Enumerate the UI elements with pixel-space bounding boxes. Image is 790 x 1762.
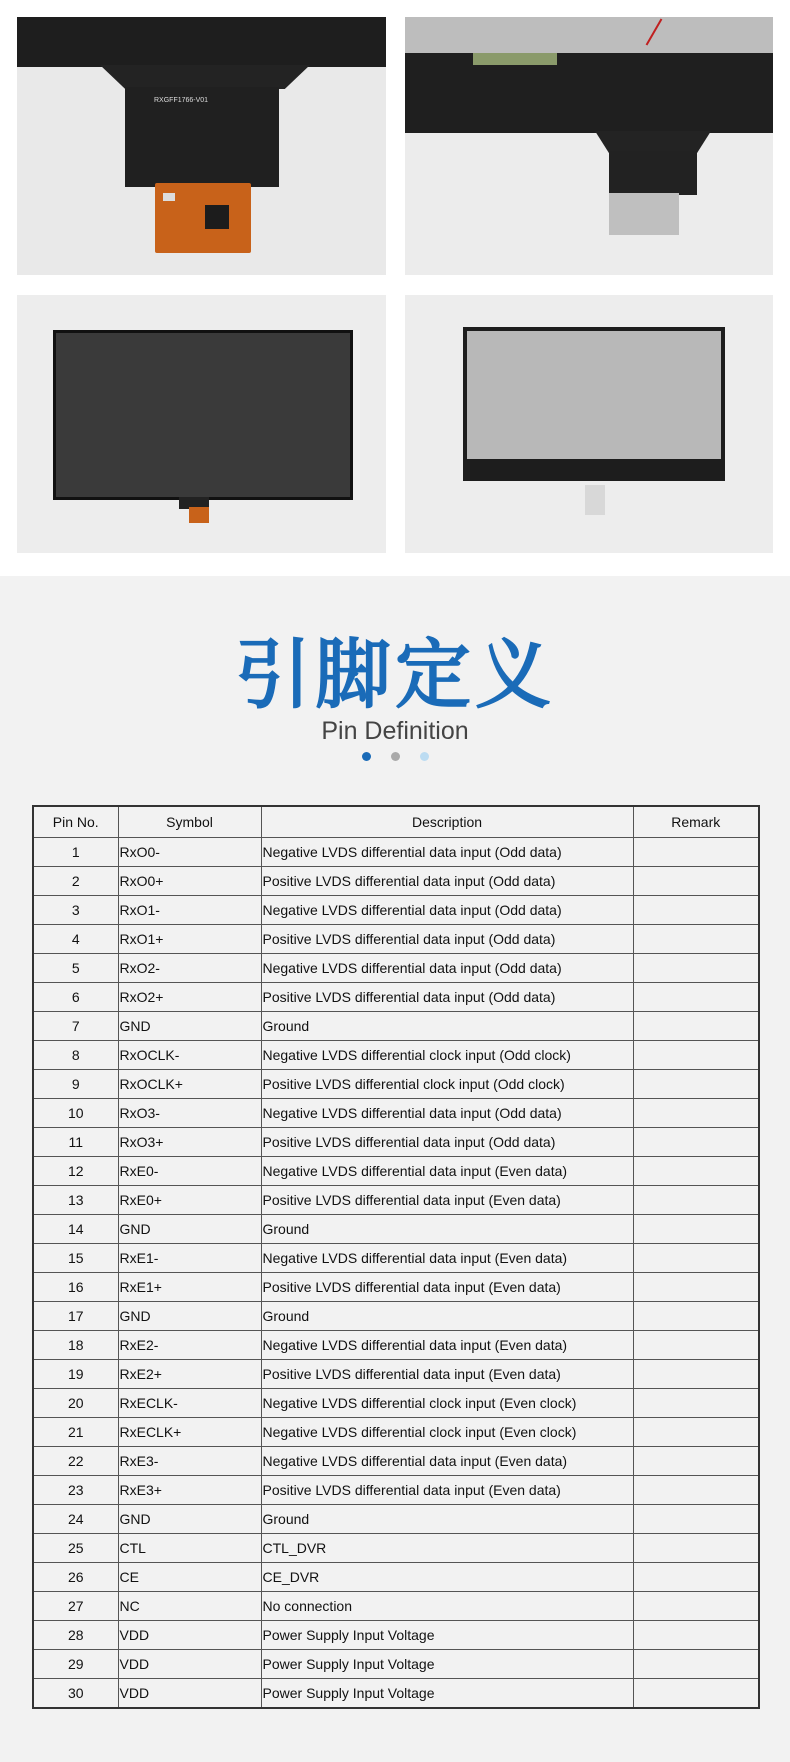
- table-header-row: [33, 806, 759, 838]
- remark-cell: [633, 1476, 759, 1505]
- pin-number-cell: 1: [33, 838, 118, 867]
- header-symbol: Symbol: [118, 806, 261, 838]
- description-cell: Negative LVDS differential data input (Even data): [261, 1331, 633, 1360]
- remark-cell: [633, 1244, 759, 1273]
- description-cell: Positive LVDS differential data input (Odd data): [261, 1128, 633, 1157]
- remark-cell: [633, 1621, 759, 1650]
- pin-number-cell: 19: [33, 1360, 118, 1389]
- header-pin-no: Pin No.: [33, 806, 118, 838]
- connector: [163, 193, 175, 201]
- description-cell: Positive LVDS differential data input (Odd data): [261, 925, 633, 954]
- remark-cell: [633, 983, 759, 1012]
- fpc-neck: [100, 65, 310, 89]
- stiffener: [609, 193, 679, 235]
- symbol-cell: RxO0-: [118, 838, 261, 867]
- description-cell: Negative LVDS differential data input (Odd data): [261, 838, 633, 867]
- pin-number-cell: 25: [33, 1534, 118, 1563]
- table-row: [33, 1621, 759, 1650]
- pin-number-cell: 22: [33, 1447, 118, 1476]
- panel-back-top: [405, 17, 773, 57]
- description-cell: CTL_DVR: [261, 1534, 633, 1563]
- remark-cell: [633, 1331, 759, 1360]
- remark-cell: [633, 1650, 759, 1679]
- symbol-cell: RxO1+: [118, 925, 261, 954]
- pin-number-cell: 27: [33, 1592, 118, 1621]
- pin-number-cell: 23: [33, 1476, 118, 1505]
- remark-cell: [633, 1041, 759, 1070]
- remark-cell: [633, 1360, 759, 1389]
- symbol-cell: RxOCLK-: [118, 1041, 261, 1070]
- symbol-cell: NC: [118, 1592, 261, 1621]
- remark-cell: [633, 1128, 759, 1157]
- remark-cell: [633, 1157, 759, 1186]
- section-heading: [0, 576, 790, 776]
- remark-cell: [633, 1215, 759, 1244]
- fpc-front-photo: [17, 17, 386, 275]
- description-cell: Negative LVDS differential data input (Even data): [261, 1244, 633, 1273]
- description-cell: Positive LVDS differential data input (Odd data): [261, 867, 633, 896]
- symbol-cell: CTL: [118, 1534, 261, 1563]
- description-cell: Negative LVDS differential clock input (Even clock): [261, 1418, 633, 1447]
- table-row: [33, 1418, 759, 1447]
- symbol-cell: RxE2-: [118, 1331, 261, 1360]
- symbol-cell: GND: [118, 1302, 261, 1331]
- touch-ic: [205, 205, 229, 229]
- table-row: [33, 1012, 759, 1041]
- pin-number-cell: 29: [33, 1650, 118, 1679]
- symbol-cell: RxO1-: [118, 896, 261, 925]
- description-cell: Positive LVDS differential data input (Even data): [261, 1476, 633, 1505]
- symbol-cell: RxO0+: [118, 867, 261, 896]
- symbol-cell: RxE1-: [118, 1244, 261, 1273]
- description-cell: Ground: [261, 1012, 633, 1041]
- fpc-back-photo: [405, 17, 773, 275]
- pin-number-cell: 15: [33, 1244, 118, 1273]
- pin-number-cell: 28: [33, 1621, 118, 1650]
- symbol-cell: RxE0+: [118, 1186, 261, 1215]
- description-cell: Power Supply Input Voltage: [261, 1621, 633, 1650]
- remark-cell: [633, 925, 759, 954]
- table-row: [33, 1041, 759, 1070]
- pin-number-cell: 17: [33, 1302, 118, 1331]
- remark-cell: [633, 1563, 759, 1592]
- symbol-cell: RxO2-: [118, 954, 261, 983]
- pin-number-cell: 7: [33, 1012, 118, 1041]
- lvds-connector: [473, 53, 557, 65]
- symbol-cell: VDD: [118, 1679, 261, 1709]
- remark-cell: [633, 1679, 759, 1709]
- symbol-cell: RxE3-: [118, 1447, 261, 1476]
- pin-number-cell: 11: [33, 1128, 118, 1157]
- table-row: [33, 1302, 759, 1331]
- symbol-cell: RxO3-: [118, 1099, 261, 1128]
- table-row: [33, 1563, 759, 1592]
- table-row: [33, 1476, 759, 1505]
- display-surface: [53, 330, 353, 500]
- fpc-neck: [595, 131, 711, 153]
- pin-number-cell: 30: [33, 1679, 118, 1709]
- description-cell: Negative LVDS differential data input (Odd data): [261, 954, 633, 983]
- description-cell: Ground: [261, 1505, 633, 1534]
- remark-cell: [633, 1505, 759, 1534]
- remark-cell: [633, 1418, 759, 1447]
- table-row: [33, 896, 759, 925]
- table-row: [33, 1389, 759, 1418]
- table-row: [33, 1679, 759, 1709]
- table-row: [33, 867, 759, 896]
- symbol-cell: RxO2+: [118, 983, 261, 1012]
- dot-indicator: [362, 752, 371, 761]
- description-cell: Negative LVDS differential data input (Odd data): [261, 896, 633, 925]
- pin-number-cell: 14: [33, 1215, 118, 1244]
- pin-number-cell: 4: [33, 925, 118, 954]
- pin-number-cell: 9: [33, 1070, 118, 1099]
- description-cell: Negative LVDS differential data input (Odd data): [261, 1099, 633, 1128]
- symbol-cell: VDD: [118, 1650, 261, 1679]
- description-cell: Negative LVDS differential clock input (Even clock): [261, 1389, 633, 1418]
- panel-edge: [17, 17, 386, 67]
- table-row: [33, 1215, 759, 1244]
- remark-cell: [633, 896, 759, 925]
- table-row: [33, 1273, 759, 1302]
- header-description: Description: [261, 806, 633, 838]
- symbol-cell: RxO3+: [118, 1128, 261, 1157]
- description-cell: Positive LVDS differential data input (Even data): [261, 1360, 633, 1389]
- symbol-cell: GND: [118, 1215, 261, 1244]
- table-row: [33, 983, 759, 1012]
- pin-number-cell: 18: [33, 1331, 118, 1360]
- pin-number-cell: 8: [33, 1041, 118, 1070]
- remark-cell: [633, 1186, 759, 1215]
- pin-number-cell: 2: [33, 867, 118, 896]
- description-cell: No connection: [261, 1592, 633, 1621]
- table-row: [33, 1128, 759, 1157]
- decorative-dots: [0, 752, 790, 761]
- pin-number-cell: 13: [33, 1186, 118, 1215]
- remark-cell: [633, 1534, 759, 1563]
- symbol-cell: GND: [118, 1505, 261, 1534]
- table-row: [33, 954, 759, 983]
- description-cell: Negative LVDS differential clock input (Odd clock): [261, 1041, 633, 1070]
- pin-number-cell: 6: [33, 983, 118, 1012]
- backlight-plate: [467, 331, 721, 459]
- remark-cell: [633, 867, 759, 896]
- pin-number-cell: 20: [33, 1389, 118, 1418]
- symbol-cell: CE: [118, 1563, 261, 1592]
- pin-number-cell: 12: [33, 1157, 118, 1186]
- description-cell: Negative LVDS differential data input (Even data): [261, 1447, 633, 1476]
- remark-cell: [633, 1070, 759, 1099]
- product-photo-grid: [0, 0, 790, 576]
- remark-cell: [633, 838, 759, 867]
- panel-front-photo: [17, 295, 386, 553]
- table-row: [33, 1157, 759, 1186]
- pin-definition-table: [32, 805, 760, 1709]
- description-cell: Ground: [261, 1302, 633, 1331]
- fpc-tail: [585, 485, 605, 515]
- header-remark: Remark: [633, 806, 759, 838]
- fpc-board: [189, 507, 209, 523]
- pin-number-cell: 16: [33, 1273, 118, 1302]
- table-row: [33, 1099, 759, 1128]
- pin-number-cell: 21: [33, 1418, 118, 1447]
- pin-number-cell: 24: [33, 1505, 118, 1534]
- table-row: [33, 1070, 759, 1099]
- table-body: [33, 838, 759, 1709]
- remark-cell: [633, 1389, 759, 1418]
- remark-cell: [633, 954, 759, 983]
- fpc-tail: [609, 151, 697, 195]
- description-cell: Power Supply Input Voltage: [261, 1679, 633, 1709]
- panel-back-photo: [405, 295, 773, 553]
- description-cell: Ground: [261, 1215, 633, 1244]
- remark-cell: [633, 1273, 759, 1302]
- section-title-cn: 引脚定义: [235, 630, 555, 719]
- table-row: [33, 1534, 759, 1563]
- table-row: [33, 1331, 759, 1360]
- remark-cell: [633, 1302, 759, 1331]
- symbol-cell: GND: [118, 1012, 261, 1041]
- description-cell: Positive LVDS differential data input (Even data): [261, 1186, 633, 1215]
- table-row: [33, 1650, 759, 1679]
- table-row: [33, 1360, 759, 1389]
- description-cell: CE_DVR: [261, 1563, 633, 1592]
- table-row: [33, 925, 759, 954]
- remark-cell: [633, 1099, 759, 1128]
- symbol-cell: VDD: [118, 1621, 261, 1650]
- description-cell: Positive LVDS differential data input (Odd data): [261, 983, 633, 1012]
- remark-cell: [633, 1447, 759, 1476]
- symbol-cell: RxE0-: [118, 1157, 261, 1186]
- table-row: [33, 1447, 759, 1476]
- description-cell: Positive LVDS differential data input (Even data): [261, 1273, 633, 1302]
- symbol-cell: RxOCLK+: [118, 1070, 261, 1099]
- pin-number-cell: 3: [33, 896, 118, 925]
- dot-indicator: [420, 752, 429, 761]
- symbol-cell: RxECLK+: [118, 1418, 261, 1447]
- symbol-cell: RxE1+: [118, 1273, 261, 1302]
- symbol-cell: RxE2+: [118, 1360, 261, 1389]
- description-cell: Positive LVDS differential clock input (Odd clock): [261, 1070, 633, 1099]
- dot-indicator: [391, 752, 400, 761]
- symbol-cell: RxE3+: [118, 1476, 261, 1505]
- black-tape: [405, 53, 773, 133]
- table-row: [33, 1244, 759, 1273]
- pin-number-cell: 26: [33, 1563, 118, 1592]
- symbol-cell: RxECLK-: [118, 1389, 261, 1418]
- table-row: [33, 1592, 759, 1621]
- description-cell: Negative LVDS differential data input (Even data): [261, 1157, 633, 1186]
- remark-cell: [633, 1592, 759, 1621]
- section-title-en: Pin Definition: [321, 717, 469, 745]
- description-cell: Power Supply Input Voltage: [261, 1650, 633, 1679]
- table-row: [33, 838, 759, 867]
- fpc-label: RXGFF1766-V01: [154, 97, 209, 104]
- remark-cell: [633, 1012, 759, 1041]
- pin-number-cell: 5: [33, 954, 118, 983]
- pin-number-cell: 10: [33, 1099, 118, 1128]
- table-row: [33, 1186, 759, 1215]
- table-row: [33, 1505, 759, 1534]
